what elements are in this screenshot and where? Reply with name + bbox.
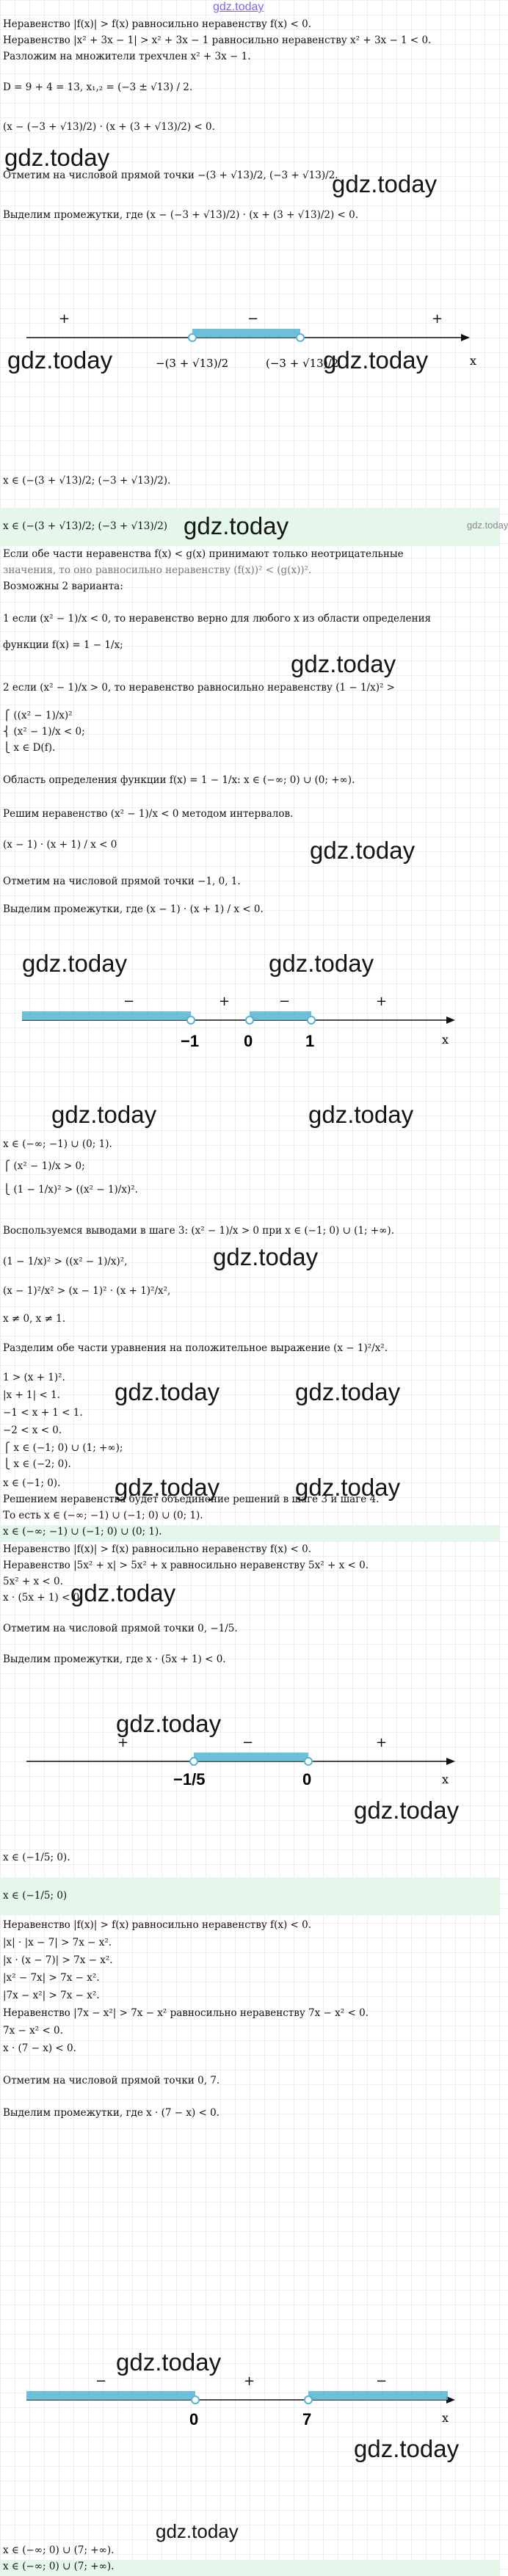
- watermark: gdz.today: [116, 1710, 222, 1737]
- point-label: −1: [181, 1032, 200, 1050]
- text-line: (x − (−3 + √13)/2) · (x + (3 + √13)/2) < 0.: [3, 121, 215, 133]
- text-line: Неравенство |x² + 3x − 1| > x² + 3x − 1 равносильно неравенству x² + 3x − 1 < 0.: [3, 34, 432, 46]
- text-line: |x² − 7x| > 7x − x².: [3, 1972, 100, 1984]
- text-line: Возможны 2 варианта:: [3, 581, 123, 592]
- solution-hatch: [194, 1753, 308, 1761]
- sign-label: +: [376, 994, 388, 1009]
- text-line: |x · (x − 7)| > 7x − x².: [3, 1954, 113, 1966]
- open-point: [187, 1016, 195, 1024]
- watermark: gdz.today: [295, 1474, 401, 1501]
- watermark: gdz.today: [354, 1797, 460, 1824]
- text-line: ⎧ (x² − 1)/x > 0;: [3, 1160, 85, 1172]
- axis-label: x: [470, 354, 477, 368]
- text-line: |7x − x²| > 7x − x².: [3, 1990, 100, 2001]
- text-line: ⎧ ((x² − 1)/x)²: [3, 710, 73, 721]
- text-line: 1 если (x² − 1)/x < 0, то неравенство верно для любого x из области определения: [3, 613, 432, 625]
- axis-arrow: [446, 1016, 455, 1024]
- watermark: gdz.today: [213, 1243, 319, 1270]
- open-point: [305, 1758, 312, 1765]
- watermark: gdz.today: [269, 950, 374, 977]
- text-line: −1 < x + 1 < 1.: [3, 1407, 83, 1419]
- text-line: Область определения функции f(x) = 1 − 1/x: x ∈ (−∞; 0) ∪ (0; +∞).: [3, 774, 355, 786]
- text-line: Выделим промежутки, где x · (7 − x) < 0.: [3, 2107, 219, 2119]
- watermark: gdz.today: [354, 2435, 460, 2462]
- text-line: Отметим на числовой прямой точки −1, 0, 1.: [3, 876, 241, 887]
- point-label: −1/5: [173, 1770, 206, 1789]
- text-line: Неравенство |f(x)| > f(x) равносильно неравенству f(x) < 0.: [3, 18, 312, 30]
- text-line: ⎧ x ∈ (−1; 0) ∪ (1; +∞);: [3, 1442, 123, 1454]
- sign-label: −: [95, 2373, 107, 2389]
- open-point: [246, 1016, 253, 1024]
- number-line-2: [0, 976, 499, 1071]
- axis-label: x: [442, 2411, 449, 2425]
- text-line: ⎩ (1 − 1/x)² > ((x² − 1)/x)².: [3, 1184, 138, 1196]
- text-line: |x + 1| < 1.: [3, 1389, 60, 1401]
- watermark: gdz.today: [310, 837, 416, 864]
- text-line: Отметим на числовой прямой точки −(3 + √13)/2, (−3 + √13)/2.: [3, 170, 338, 181]
- text-line: функции f(x) = 1 − 1/x;: [3, 639, 123, 651]
- watermark: gdz.today: [51, 1101, 157, 1128]
- text-line: значения, то оно равносильно неравенству (f(x))² < (g(x))².: [3, 564, 312, 576]
- watermark-small: gdz.today: [467, 520, 508, 531]
- watermark: gdz.today: [116, 2348, 222, 2376]
- watermark: gdz.today: [323, 346, 429, 374]
- point-label: (−3 + √13)/2: [266, 357, 339, 370]
- watermark: gdz.today: [115, 1474, 220, 1501]
- sign-label: +: [376, 1735, 388, 1750]
- text-line: −2 < x < 0.: [3, 1425, 62, 1436]
- watermark: gdz.today: [295, 1378, 401, 1405]
- open-point: [190, 1758, 197, 1765]
- sign-label: +: [219, 994, 231, 1009]
- watermark: gdz.today: [184, 512, 289, 539]
- text-line: Отметим на числовой прямой точки 0, −1/5.: [3, 1623, 238, 1634]
- text-line: x · (5x + 1) < 0.: [3, 1592, 83, 1604]
- axis-label: x: [442, 1033, 449, 1047]
- sign-label: +: [59, 311, 70, 327]
- text-line: Решим неравенство (x² − 1)/x < 0 методом интервалов.: [3, 808, 294, 820]
- sign-label: +: [244, 2373, 255, 2389]
- text-line: 1 > (x + 1)².: [3, 1372, 65, 1383]
- open-point: [297, 334, 304, 341]
- text-line: |x| · |x − 7| > 7x − x².: [3, 1937, 112, 1949]
- point-label: 7: [302, 2410, 312, 2428]
- text-line: Неравенство |5x² + x| > 5x² + x равносильно неравенству 5x² + x < 0.: [3, 1560, 369, 1571]
- solution-hatch: [250, 1011, 311, 1020]
- text-line: x ∈ (−1; 0).: [3, 1477, 61, 1489]
- solution-hatch: [26, 2391, 195, 2400]
- sign-label: −: [279, 994, 291, 1009]
- text-line: Отметим на числовой прямой точки 0, 7.: [3, 2075, 220, 2086]
- text-line: (x − 1) · (x + 1) / x < 0: [3, 839, 117, 851]
- sign-label: +: [432, 311, 443, 327]
- text-line: (1 − 1/x)² > ((x² − 1)/x)²,: [3, 1256, 128, 1267]
- sign-label: −: [247, 311, 259, 327]
- text-line: 5x² + x < 0.: [3, 1576, 63, 1587]
- text-line: x · (7 − x) < 0.: [3, 2042, 76, 2054]
- answer-highlight: [0, 1877, 499, 1915]
- site-link[interactable]: gdz.today: [213, 1, 264, 13]
- point-label: 0: [244, 1032, 253, 1050]
- watermark: gdz.today: [70, 1579, 176, 1607]
- text-line: (x − 1)²/x² > (x − 1)² · (x + 1)²/x²,: [3, 1285, 171, 1297]
- text-line: x ∈ (−(3 + √13)/2; (−3 + √13)/2).: [3, 475, 171, 487]
- text-line: ⎩ x ∈ D(f).: [3, 742, 56, 754]
- text-line: x ∈ (−∞; −1) ∪ (0; 1).: [3, 1138, 112, 1150]
- watermark: gdz.today: [291, 650, 396, 677]
- solution-hatch: [308, 2391, 448, 2400]
- sign-label: −: [123, 994, 135, 1009]
- point-label: 0: [302, 1770, 312, 1789]
- text-line: Разложим на множители трехчлен x² + 3x − 1.: [3, 51, 251, 62]
- axis-arrow: [446, 1758, 455, 1765]
- solution-hatch: [192, 329, 300, 338]
- point-label: −(3 + √13)/2: [156, 357, 229, 370]
- text-line: x ∈ (−1/5; 0).: [3, 1852, 70, 1863]
- answer-text: x ∈ (−∞; −1) ∪ (−1; 0) ∪ (0; 1).: [3, 1526, 162, 1538]
- text-line: Если обе части неравенства f(x) < g(x) принимают только неотрицательные: [3, 548, 404, 560]
- text-line: Неравенство |7x − x²| > 7x − x² равносильно неравенству 7x − x² < 0.: [3, 2007, 369, 2019]
- answer-text: x ∈ (−∞; 0) ∪ (7; +∞).: [3, 2561, 115, 2572]
- watermark: gdz.today: [4, 144, 110, 171]
- open-point: [305, 2396, 312, 2404]
- axis-arrow: [461, 334, 470, 341]
- text-line: x ∈ (−∞; 0) ∪ (7; +∞).: [3, 2544, 115, 2556]
- text-line: Неравенство |f(x)| > f(x) равносильно неравенству f(x) < 0.: [3, 1919, 312, 1931]
- text-line: Решением неравенства будет объединение решений в шаге 3 и шаге 4.: [3, 1493, 380, 1505]
- axis-label: x: [442, 1772, 449, 1786]
- watermark: gdz.today: [332, 170, 438, 197]
- open-point: [308, 1016, 315, 1024]
- text-line: ⎩ x ∈ (−2; 0).: [3, 1458, 71, 1470]
- watermark: gdz.today: [308, 1101, 414, 1128]
- answer-text: x ∈ (−1/5; 0): [3, 1890, 68, 1902]
- watermark: gdz.today: [7, 346, 113, 374]
- open-point: [192, 2396, 199, 2404]
- text-line: D = 9 + 4 = 13, x₁,₂ = (−3 ± √13) / 2.: [3, 81, 193, 93]
- text-line: То есть x ∈ (−∞; −1) ∪ (−1; 0) ∪ (0; 1).: [3, 1510, 203, 1521]
- text-line: 7x − x² < 0.: [3, 2025, 63, 2037]
- text-line: Выделим промежутки, где x · (5x + 1) < 0.: [3, 1653, 226, 1665]
- point-label: 0: [189, 2410, 199, 2428]
- solution-hatch: [22, 1011, 191, 1020]
- text-line: Разделим обе части уравнения на положительное выражение (x − 1)²/x².: [3, 1342, 388, 1354]
- sign-label: +: [117, 1735, 129, 1750]
- text-line: x ≠ 0, x ≠ 1.: [3, 1313, 66, 1325]
- text-line: Воспользуемся выводами в шаге 3: (x² − 1)/x > 0 при x ∈ (−1; 0) ∪ (1; +∞).: [3, 1225, 394, 1237]
- watermark: gdz.today: [156, 2520, 239, 2542]
- point-label: 1: [305, 1032, 315, 1050]
- text-line: Неравенство |f(x)| > f(x) равносильно неравенству f(x) < 0.: [3, 1543, 312, 1555]
- text-line: 2 если (x² − 1)/x > 0, то неравенство равносильно неравенству (1 − 1/x)² >: [3, 682, 395, 694]
- sign-label: −: [376, 2373, 388, 2389]
- text-line: Выделим промежутки, где (x − 1) · (x + 1) / x < 0.: [3, 903, 264, 915]
- watermark: gdz.today: [22, 950, 128, 977]
- watermark: gdz.today: [115, 1378, 220, 1405]
- answer-text: x ∈ (−(3 + √13)/2; (−3 + √13)/2): [3, 520, 168, 532]
- text-line: Выделим промежутки, где (x − (−3 + √13)/2) · (x + (3 + √13)/2) < 0.: [3, 209, 359, 221]
- open-point: [189, 334, 196, 341]
- sign-label: −: [242, 1735, 254, 1750]
- text-line: ⎨ (x² − 1)/x < 0;: [3, 726, 85, 738]
